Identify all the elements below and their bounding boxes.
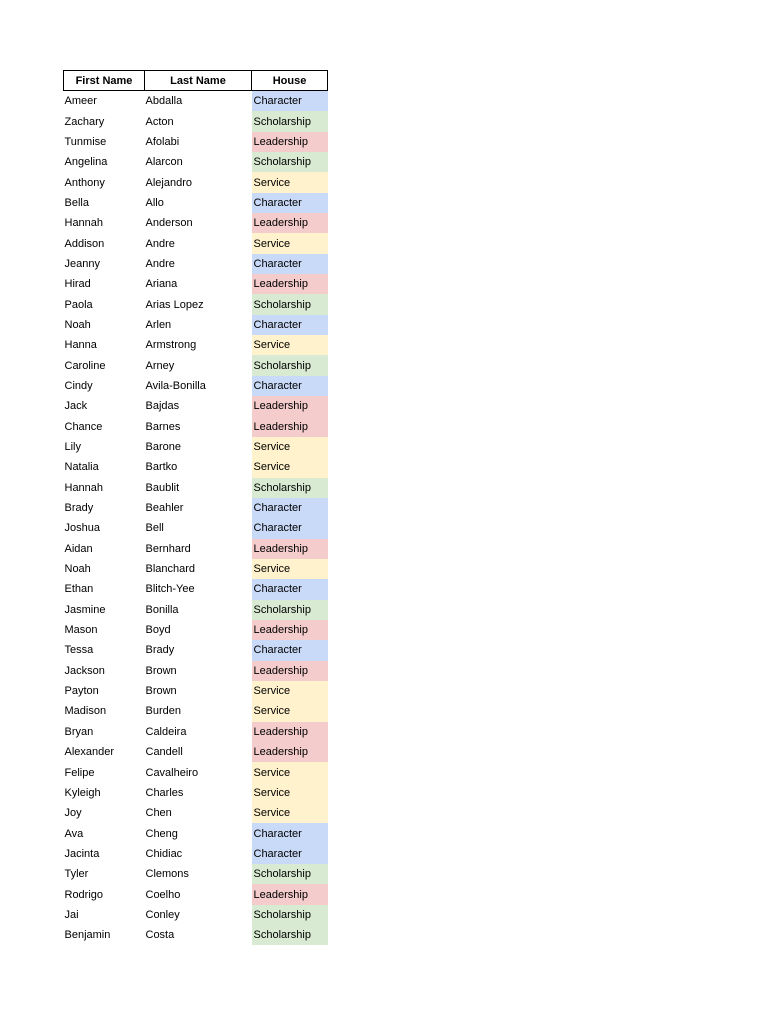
last-name-cell: Blitch-Yee	[145, 583, 195, 596]
table-row	[64, 91, 328, 112]
last-name-cell: Bernhard	[145, 542, 191, 555]
table-row	[64, 661, 328, 681]
first-name-cell: Tunmise	[64, 135, 107, 148]
table-row	[64, 864, 328, 884]
house-cell: Character	[252, 579, 328, 599]
table-row	[64, 213, 328, 233]
last-name-cell: Costa	[145, 929, 175, 942]
last-name-cell: Beahler	[145, 502, 184, 515]
last-name-cell: Cheng	[145, 827, 178, 840]
last-name-cell: Arlen	[145, 318, 172, 331]
table-row	[64, 844, 328, 864]
last-name-cell: Afolabi	[145, 135, 180, 148]
last-name-cell: Cavalheiro	[145, 766, 199, 779]
house-cell: Leadership	[252, 396, 328, 416]
first-name-cell: Madison	[64, 705, 107, 718]
house-cell: Scholarship	[252, 111, 328, 131]
last-name-cell: Chidiac	[145, 847, 183, 860]
house-cell: Character	[252, 640, 328, 660]
last-name-cell: Arney	[145, 359, 175, 372]
house-cell: Character	[252, 498, 328, 518]
last-name-cell: Clemons	[145, 868, 189, 881]
house-cell: Scholarship	[252, 864, 328, 884]
house-cell: Service	[252, 437, 328, 457]
first-name-cell: Caroline	[64, 359, 106, 372]
house-cell: Leadership	[252, 742, 328, 762]
last-name-cell: Barnes	[145, 420, 181, 433]
table-row	[64, 376, 328, 396]
first-name-cell: Mason	[64, 624, 98, 637]
first-name-cell: Noah	[64, 563, 91, 576]
table-body	[64, 91, 328, 946]
table-row	[64, 762, 328, 782]
last-name-cell: Caldeira	[145, 725, 187, 738]
table-row	[64, 233, 328, 253]
last-name-cell: Bell	[145, 522, 164, 535]
house-cell: Scholarship	[252, 600, 328, 620]
house-cell: Service	[252, 701, 328, 721]
house-cell: Scholarship	[252, 905, 328, 925]
table-row	[64, 640, 328, 660]
first-name-cell: Alexander	[64, 746, 115, 759]
first-name-cell: Bella	[64, 196, 89, 209]
last-name-cell: Allo	[145, 196, 164, 209]
table-row	[64, 396, 328, 416]
table-row	[64, 579, 328, 599]
house-cell: Scholarship	[252, 294, 328, 314]
house-cell: Character	[252, 518, 328, 538]
table-row	[64, 518, 328, 538]
table-row	[64, 457, 328, 477]
first-name-cell: Joy	[64, 807, 82, 820]
first-name-cell: Jacinta	[64, 847, 100, 860]
house-cell: Leadership	[252, 884, 328, 904]
last-name-cell: Brown	[145, 664, 177, 677]
first-name-cell: Rodrigo	[64, 888, 104, 901]
table-row	[64, 355, 328, 375]
last-name-cell: Burden	[145, 705, 181, 718]
last-name-cell: Blanchard	[145, 563, 196, 576]
first-name-cell: Aidan	[64, 542, 93, 555]
last-name-cell: Conley	[145, 908, 180, 921]
last-name-cell: Abdalla	[145, 95, 183, 108]
house-cell: Service	[252, 457, 328, 477]
house-roster-table	[63, 70, 328, 945]
first-name-cell: Cindy	[64, 379, 93, 392]
table-row	[64, 722, 328, 742]
house-cell: Scholarship	[252, 152, 328, 172]
last-name-cell: Alarcon	[145, 156, 183, 169]
house-cell: Scholarship	[252, 478, 328, 498]
first-name-cell: Felipe	[64, 766, 95, 779]
table-row	[64, 254, 328, 274]
last-name-cell: Avila-Bonilla	[145, 379, 206, 392]
first-name-cell: Natalia	[64, 461, 99, 474]
table-row	[64, 905, 328, 925]
house-cell: Service	[252, 559, 328, 579]
house-cell: Character	[252, 193, 328, 213]
first-name-cell: Ameer	[64, 95, 97, 108]
last-name-cell: Bonilla	[145, 603, 179, 616]
table-row	[64, 111, 328, 131]
last-name-cell: Anderson	[145, 217, 193, 230]
table-row	[64, 417, 328, 437]
first-name-cell: Jeanny	[64, 257, 100, 270]
first-name-cell: Lily	[64, 441, 82, 454]
house-cell: Leadership	[252, 620, 328, 640]
house-cell: Character	[252, 844, 328, 864]
table-row	[64, 823, 328, 843]
house-cell: Leadership	[252, 213, 328, 233]
table-row	[64, 335, 328, 355]
first-name-cell: Zachary	[64, 115, 105, 128]
last-name-cell: Baublit	[145, 481, 180, 494]
house-cell: Leadership	[252, 539, 328, 559]
house-cell: Service	[252, 233, 328, 253]
house-cell: Service	[252, 803, 328, 823]
table-row	[64, 783, 328, 803]
header-last-name: Last Name	[145, 71, 252, 91]
first-name-cell: Noah	[64, 318, 91, 331]
first-name-cell: Jack	[64, 400, 88, 413]
house-cell: Service	[252, 172, 328, 192]
first-name-cell: Kyleigh	[64, 786, 101, 799]
table-row	[64, 478, 328, 498]
last-name-cell: Alejandro	[145, 176, 192, 189]
table-row	[64, 172, 328, 192]
first-name-cell: Jackson	[64, 664, 105, 677]
house-cell: Leadership	[252, 661, 328, 681]
first-name-cell: Jai	[64, 908, 79, 921]
last-name-cell: Brown	[145, 685, 177, 698]
first-name-cell: Brady	[64, 502, 94, 515]
house-cell: Character	[252, 91, 328, 112]
first-name-cell: Hannah	[64, 217, 104, 230]
house-cell: Leadership	[252, 722, 328, 742]
last-name-cell: Arias Lopez	[145, 298, 204, 311]
last-name-cell: Bartko	[145, 461, 178, 474]
house-cell: Service	[252, 335, 328, 355]
table-row	[64, 274, 328, 294]
first-name-cell: Ethan	[64, 583, 94, 596]
last-name-cell: Chen	[145, 807, 172, 820]
table-row	[64, 437, 328, 457]
table-row	[64, 539, 328, 559]
first-name-cell: Joshua	[64, 522, 100, 535]
house-cell: Character	[252, 376, 328, 396]
house-cell: Character	[252, 254, 328, 274]
house-cell: Leadership	[252, 132, 328, 152]
last-name-cell: Bajdas	[145, 400, 180, 413]
last-name-cell: Armstrong	[145, 339, 197, 352]
house-cell: Service	[252, 762, 328, 782]
header-house: House	[252, 71, 328, 91]
last-name-cell: Candell	[145, 746, 183, 759]
header-row	[64, 71, 328, 91]
first-name-cell: Anthony	[64, 176, 105, 189]
last-name-cell: Acton	[145, 115, 174, 128]
first-name-cell: Ava	[64, 827, 84, 840]
first-name-cell: Benjamin	[64, 929, 111, 942]
table-row	[64, 600, 328, 620]
first-name-cell: Addison	[64, 237, 105, 250]
last-name-cell: Ariana	[145, 278, 178, 291]
table-row	[64, 681, 328, 701]
table-row	[64, 294, 328, 314]
table-row	[64, 742, 328, 762]
first-name-cell: Payton	[64, 685, 99, 698]
first-name-cell: Chance	[64, 420, 103, 433]
last-name-cell: Coelho	[145, 888, 181, 901]
house-cell: Character	[252, 315, 328, 335]
first-name-cell: Tessa	[64, 644, 94, 657]
first-name-cell: Jasmine	[64, 603, 106, 616]
house-cell: Leadership	[252, 274, 328, 294]
table-row	[64, 925, 328, 945]
last-name-cell: Brady	[145, 644, 175, 657]
table-row	[64, 559, 328, 579]
house-cell: Scholarship	[252, 355, 328, 375]
last-name-cell: Andre	[145, 237, 175, 250]
table-row	[64, 803, 328, 823]
header-first-name: First Name	[64, 71, 145, 91]
house-cell: Service	[252, 681, 328, 701]
first-name-cell: Hirad	[64, 278, 91, 291]
first-name-cell: Paola	[64, 298, 93, 311]
table-row	[64, 315, 328, 335]
table-row	[64, 132, 328, 152]
table-row	[64, 152, 328, 172]
house-cell: Character	[252, 823, 328, 843]
last-name-cell: Boyd	[145, 624, 171, 637]
last-name-cell: Andre	[145, 257, 175, 270]
table-row	[64, 620, 328, 640]
table-header	[64, 71, 328, 91]
first-name-cell: Hanna	[64, 339, 97, 352]
table-row	[64, 193, 328, 213]
first-name-cell: Tyler	[64, 868, 89, 881]
house-cell: Scholarship	[252, 925, 328, 945]
first-name-cell: Bryan	[64, 725, 94, 738]
house-cell: Leadership	[252, 417, 328, 437]
table-row	[64, 701, 328, 721]
last-name-cell: Barone	[145, 441, 181, 454]
last-name-cell: Charles	[145, 786, 184, 799]
table-row	[64, 884, 328, 904]
table-row	[64, 498, 328, 518]
first-name-cell: Angelina	[64, 156, 108, 169]
first-name-cell: Hannah	[64, 481, 104, 494]
house-cell: Service	[252, 783, 328, 803]
